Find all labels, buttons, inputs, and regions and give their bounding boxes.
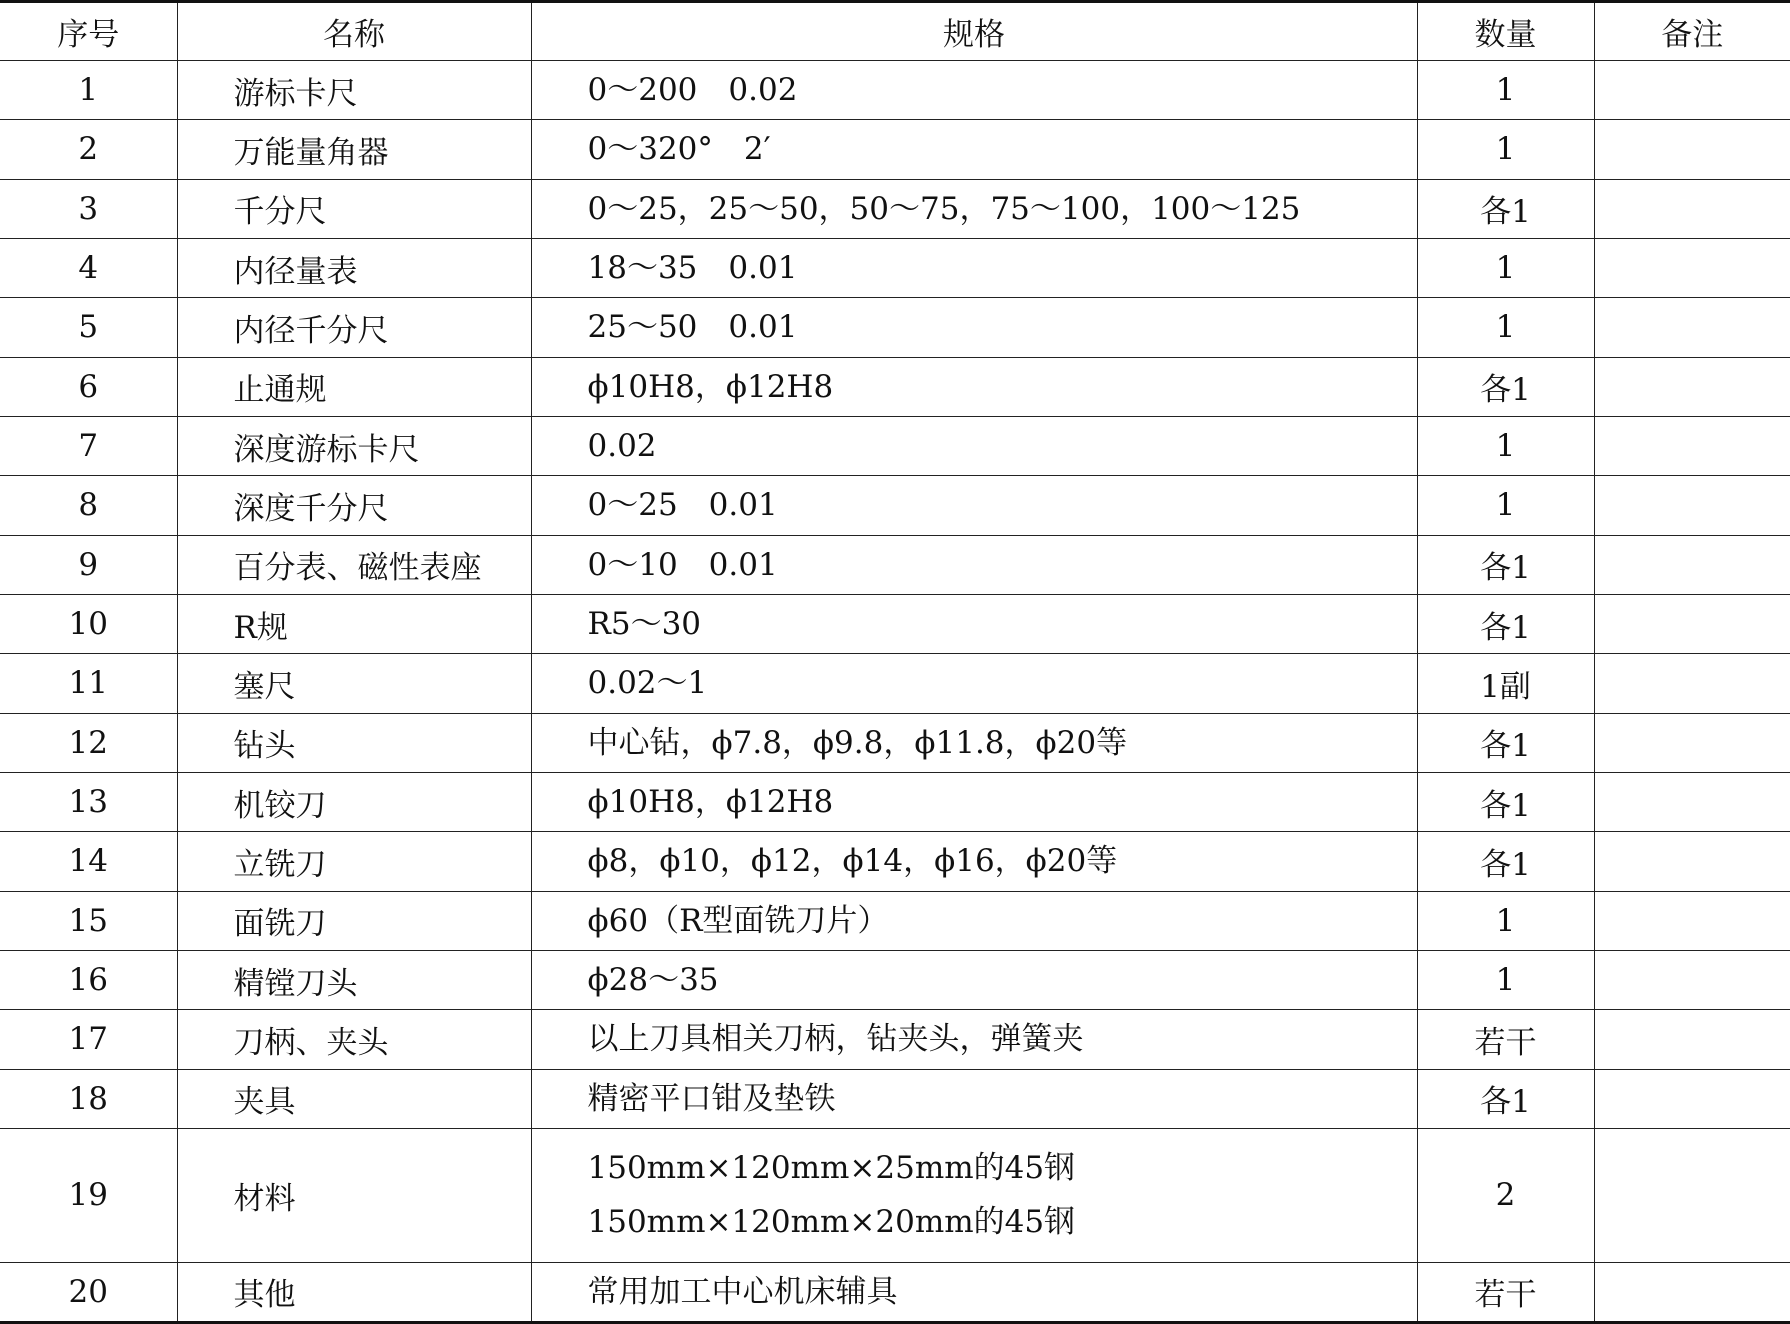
table-row [0,416,1790,475]
spec-line: 0.02 [587,428,657,465]
header-qty: 数量 [1417,2,1594,61]
cell-name: 游标卡尺 [177,61,531,120]
cell-name: 百分表、磁性表座 [177,535,531,594]
table-row [0,535,1790,594]
spec-line: 0～10 0.01 [587,546,778,583]
cell-qty: 若干 [1417,1010,1594,1069]
cell-spec [531,891,1417,950]
cell-note [1594,891,1790,950]
cell-qty: 各1 [1417,713,1594,772]
cell-qty: 1副 [1417,654,1594,713]
table-row [0,1262,1790,1322]
cell-spec [531,238,1417,297]
table-row [0,713,1790,772]
header-no: 序号 [0,2,177,61]
table-row [0,1069,1790,1128]
table-row [0,1010,1790,1069]
table-row [0,238,1790,297]
cell-spec [531,950,1417,1009]
cell-no: 2 [0,120,177,179]
cell-qty: 各1 [1417,594,1594,653]
table-row [0,950,1790,1009]
cell-note [1594,713,1790,772]
spec-line: 0～25 0.01 [587,487,778,524]
cell-note [1594,61,1790,120]
cell-note [1594,120,1790,179]
cell-name: 钻头 [177,713,531,772]
cell-qty: 1 [1417,950,1594,1009]
spec-line: 0～25，25～50，50～75，75～100，100～125 [587,190,1301,227]
cell-name: 精镗刀头 [177,950,531,1009]
cell-qty: 2 [1417,1128,1594,1262]
cell-qty: 各1 [1417,535,1594,594]
spec-line: 常用加工中心机床辅具 [587,1273,898,1310]
cell-no: 13 [0,772,177,831]
table-row [0,298,1790,357]
spec-line: 以上刀具相关刀柄，钻夹头，弹簧夹 [587,1021,1084,1058]
cell-no: 14 [0,832,177,891]
cell-name: R规 [177,594,531,653]
cell-no: 4 [0,238,177,297]
spec-line: ϕ28～35 [587,962,719,999]
cell-no: 19 [0,1128,177,1262]
cell-name: 深度游标卡尺 [177,416,531,475]
cell-note [1594,950,1790,1009]
table-row [0,61,1790,120]
spec-line: 25～50 0.01 [587,309,798,346]
header-name: 名称 [177,2,531,61]
spec-line: R5～30 [587,606,702,643]
cell-name: 塞尺 [177,654,531,713]
header-spec: 规格 [531,2,1417,61]
table-row [0,179,1790,238]
cell-note [1594,535,1790,594]
table-row [0,772,1790,831]
cell-qty: 1 [1417,61,1594,120]
header-note: 备注 [1594,2,1790,61]
cell-spec [531,298,1417,357]
cell-qty: 1 [1417,476,1594,535]
cell-note [1594,594,1790,653]
table-row [0,594,1790,653]
cell-name: 其他 [177,1262,531,1322]
table-header-row [0,2,1790,61]
cell-spec [531,416,1417,475]
cell-no: 10 [0,594,177,653]
cell-spec [531,476,1417,535]
cell-qty: 1 [1417,891,1594,950]
cell-spec [531,120,1417,179]
spec-line: ϕ10H8，ϕ12H8 [587,784,834,821]
cell-name: 夹具 [177,1069,531,1128]
cell-name: 万能量角器 [177,120,531,179]
cell-qty: 1 [1417,416,1594,475]
cell-name: 内径量表 [177,238,531,297]
spec-line: 精密平口钳及垫铁 [587,1080,836,1117]
cell-note [1594,179,1790,238]
cell-note [1594,1069,1790,1128]
cell-qty: 1 [1417,298,1594,357]
cell-spec [531,61,1417,120]
cell-note [1594,654,1790,713]
cell-spec [531,832,1417,891]
cell-no: 12 [0,713,177,772]
cell-note [1594,238,1790,297]
cell-no: 9 [0,535,177,594]
cell-name: 千分尺 [177,179,531,238]
cell-spec [531,1262,1417,1322]
cell-no: 18 [0,1069,177,1128]
cell-note [1594,1262,1790,1322]
spec-line: 18～35 0.01 [587,250,798,287]
cell-no: 5 [0,298,177,357]
cell-spec [531,594,1417,653]
cell-no: 1 [0,61,177,120]
cell-note [1594,298,1790,357]
table-row [0,476,1790,535]
cell-qty: 1 [1417,120,1594,179]
spec-line: 中心钻，ϕ7.8，ϕ9.8，ϕ11.8，ϕ20等 [587,724,1128,761]
cell-name: 面铣刀 [177,891,531,950]
cell-note [1594,832,1790,891]
table-row [0,1128,1790,1262]
cell-qty: 各1 [1417,832,1594,891]
cell-name: 止通规 [177,357,531,416]
cell-qty: 若干 [1417,1262,1594,1322]
table-row [0,357,1790,416]
cell-note [1594,772,1790,831]
spec-line: 0.02～1 [587,665,708,702]
table-row [0,891,1790,950]
cell-name: 内径千分尺 [177,298,531,357]
cell-no: 15 [0,891,177,950]
table-row [0,832,1790,891]
cell-no: 20 [0,1262,177,1322]
cell-no: 8 [0,476,177,535]
cell-name: 立铣刀 [177,832,531,891]
cell-no: 16 [0,950,177,1009]
cell-qty: 各1 [1417,179,1594,238]
cell-note [1594,1128,1790,1262]
cell-spec [531,1128,1417,1262]
cell-no: 17 [0,1010,177,1069]
cell-name: 材料 [177,1128,531,1262]
cell-spec [531,179,1417,238]
spec-line: ϕ8，ϕ10，ϕ12，ϕ14，ϕ16，ϕ20等 [587,843,1118,880]
spec-line: 0～320° 2′ [587,131,771,168]
table-row [0,654,1790,713]
cell-spec [531,654,1417,713]
table-row [0,120,1790,179]
spec-line: ϕ60（R型面铣刀片） [587,902,889,939]
cell-qty: 各1 [1417,357,1594,416]
cell-no: 6 [0,357,177,416]
spec-line: 0～200 0.02 [587,72,798,109]
cell-spec [531,772,1417,831]
cell-spec [531,1010,1417,1069]
cell-note [1594,476,1790,535]
cell-name: 机铰刀 [177,772,531,831]
spec-line: ϕ10H8，ϕ12H8 [587,368,834,405]
spec-line: 150mm×120mm×20mm的45钢 [587,1204,1076,1241]
cell-note [1594,1010,1790,1069]
cell-spec [531,535,1417,594]
cell-note [1594,357,1790,416]
cell-spec [531,713,1417,772]
cell-qty: 各1 [1417,772,1594,831]
cell-spec [531,357,1417,416]
cell-spec [531,1069,1417,1128]
cell-no: 11 [0,654,177,713]
cell-note [1594,416,1790,475]
spec-line: 150mm×120mm×25mm的45钢 [587,1150,1076,1187]
cell-no: 3 [0,179,177,238]
cell-qty: 1 [1417,238,1594,297]
cell-qty: 各1 [1417,1069,1594,1128]
cell-no: 7 [0,416,177,475]
cell-name: 深度千分尺 [177,476,531,535]
cell-name: 刀柄、夹头 [177,1010,531,1069]
